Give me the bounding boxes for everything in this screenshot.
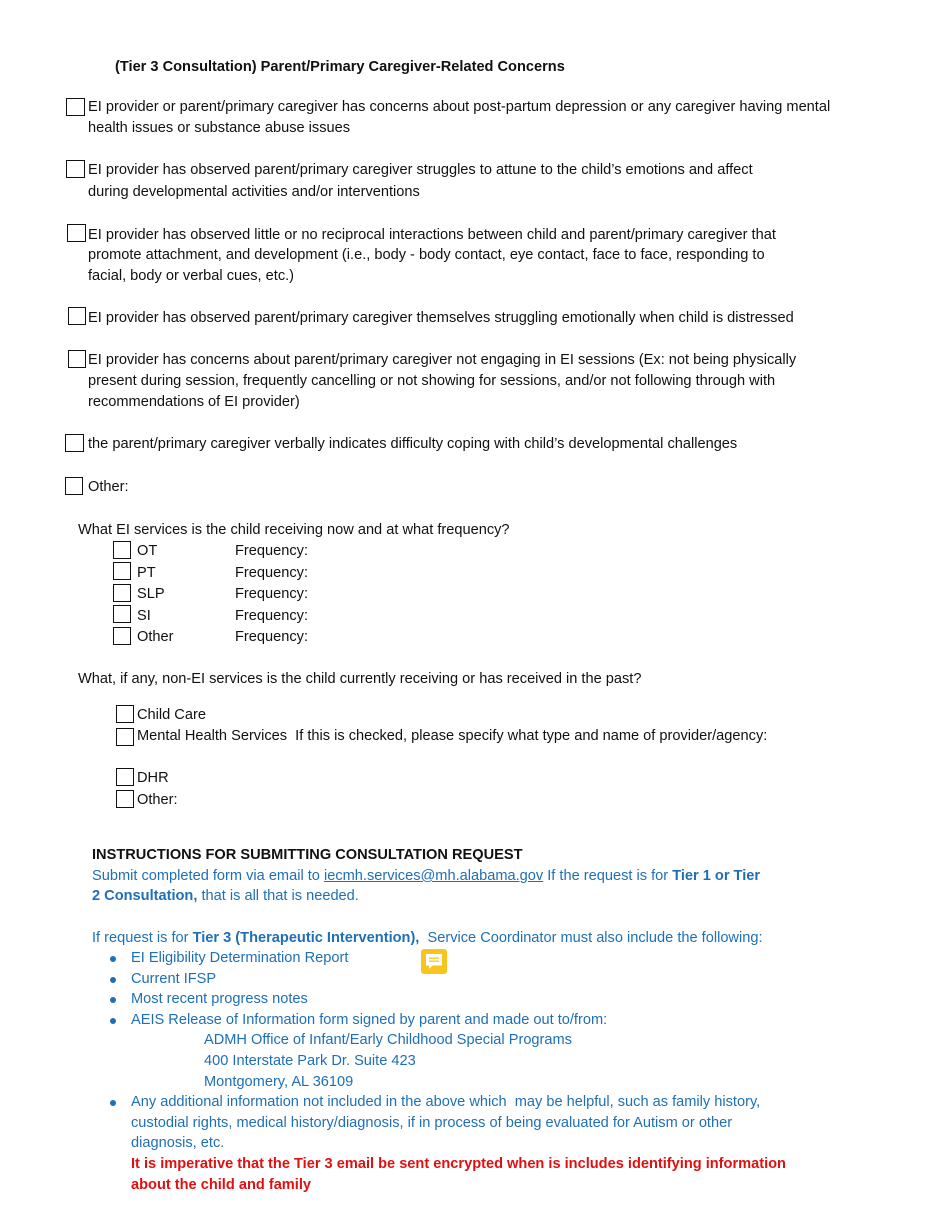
concern-text-3-line-1: EI provider has observed little or no reciprocal interactions between child and parent/primary caregiver that	[88, 227, 776, 243]
non-ei-checkbox-other[interactable]	[116, 790, 134, 808]
tier3-prefix: If request is for	[92, 930, 193, 946]
concern-checkbox-2[interactable]	[66, 160, 85, 178]
ei-service-label-other: Other	[137, 629, 174, 645]
encryption-warning-line-1: It is imperative that the Tier 3 email be sent encrypted when is includes identifying information	[131, 1156, 786, 1172]
submit-prefix: Submit completed form via email to	[92, 868, 320, 884]
submit-instructions-line-2	[92, 886, 359, 907]
non-ei-services-question: What, if any, non-EI services is the child currently receiving or has received in the past?	[78, 671, 642, 687]
ei-service-checkbox-ot[interactable]	[113, 541, 131, 559]
concern-text-3-line-3: facial, body or verbal cues, etc.)	[88, 268, 295, 284]
address-line-2: 400 Interstate Park Dr. Suite 423	[204, 1053, 416, 1069]
additional-info-line-3: diagnosis, etc.	[131, 1135, 225, 1151]
concern-text-2-line-2: during developmental activities and/or interventions	[88, 184, 420, 200]
non-ei-checkbox-dhr[interactable]	[116, 768, 134, 786]
address-line-1: ADMH Office of Infant/Early Childhood Special Programs	[204, 1032, 572, 1048]
tier12-bold-2: 2 Consultation,	[92, 888, 198, 904]
bullet-marker	[110, 1018, 116, 1024]
ei-service-frequency-other: Frequency:	[235, 629, 309, 645]
ei-service-label-si: SI	[137, 608, 151, 624]
concern-text-4-line-1: EI provider has observed parent/primary caregiver themselves struggling emotionally when child is distressed	[88, 310, 794, 326]
encryption-warning-line-2: about the child and family	[131, 1177, 312, 1193]
bullet-marker	[110, 997, 116, 1003]
submit-mid: If the request is for	[543, 868, 673, 884]
tier3-bold: Tier 3 (Therapeutic Intervention),	[192, 930, 420, 946]
non-ei-label-mental-health: Mental Health Services If this is checked, please specify what type and name of provider/agency:	[137, 728, 768, 744]
ei-service-frequency-ot: Frequency:	[235, 543, 309, 559]
bullet-eligibility: EI Eligibility Determination Report	[131, 950, 349, 966]
additional-info-line-1: Any additional information not included in the above which may be helpful, such as family history,	[131, 1094, 761, 1110]
concern-text-5-line-1: EI provider has concerns about parent/primary caregiver not engaging in EI sessions (Ex: not being physically	[88, 352, 797, 368]
ei-service-frequency-si: Frequency:	[235, 608, 309, 624]
non-ei-label-dhr: DHR	[137, 770, 169, 786]
tier3-suffix: Service Coordinator must also include the following:	[419, 930, 763, 946]
bullet-ifsp: Current IFSP	[131, 971, 217, 987]
tier3-instructions	[92, 928, 763, 949]
non-ei-checkbox-child-care[interactable]	[116, 705, 134, 723]
non-ei-checkbox-mental-health[interactable]	[116, 728, 134, 746]
concern-text-5-line-3: recommendations of EI provider)	[88, 394, 300, 410]
concern-text-1-line-1: EI provider or parent/primary caregiver has concerns about post-partum depression or any caregiver having mental	[88, 99, 831, 115]
non-ei-label-other: Other:	[137, 792, 178, 808]
bullet-marker	[110, 956, 116, 962]
ei-service-label-slp: SLP	[137, 586, 165, 602]
non-ei-label-child-care: Child Care	[137, 707, 206, 723]
instructions-title: INSTRUCTIONS FOR SUBMITTING CONSULTATION REQUEST	[92, 847, 523, 863]
concern-checkbox-6[interactable]	[65, 434, 84, 452]
concern-text-1-line-2: health issues or substance abuse issues	[88, 120, 351, 136]
concern-checkbox-3[interactable]	[67, 224, 86, 242]
submit-instructions-line-1	[92, 866, 760, 887]
ei-services-question: What EI services is the child receiving now and at what frequency?	[78, 522, 510, 538]
additional-info-line-2: custodial rights, medical history/diagnosis, if in process of being evaluated for Autism or other	[131, 1115, 733, 1131]
bullet-marker	[110, 977, 116, 983]
ei-service-checkbox-si[interactable]	[113, 605, 131, 623]
ei-service-checkbox-pt[interactable]	[113, 562, 131, 580]
submit-suffix: that is all that is needed.	[197, 888, 359, 904]
comment-note-icon[interactable]	[421, 949, 447, 974]
ei-service-label-ot: OT	[137, 543, 158, 559]
bullet-marker	[110, 1100, 116, 1106]
concern-text-3-line-2: promote attachment, and development (i.e., body - body contact, eye contact, face to face, responding to	[88, 247, 765, 263]
concern-text-2-line-1: EI provider has observed parent/primary caregiver struggles to attune to the child’s emotions and affect	[88, 162, 753, 178]
ei-service-frequency-pt: Frequency:	[235, 565, 309, 581]
concern-text-other: Other:	[88, 479, 129, 495]
bullet-release-form: AEIS Release of Information form signed by parent and made out to/from:	[131, 1012, 608, 1028]
ei-service-label-pt: PT	[137, 565, 156, 581]
concern-checkbox-other[interactable]	[65, 477, 83, 495]
concern-checkbox-4[interactable]	[68, 307, 86, 325]
ei-service-frequency-slp: Frequency:	[235, 586, 309, 602]
section-title: (Tier 3 Consultation) Parent/Primary Caregiver-Related Concerns	[115, 59, 565, 75]
ei-service-checkbox-other[interactable]	[113, 627, 131, 645]
bullet-progress-notes: Most recent progress notes	[131, 991, 308, 1007]
concern-checkbox-1[interactable]	[66, 98, 85, 116]
address-line-3: Montgomery, AL 36109	[204, 1074, 354, 1090]
tier12-bold: Tier 1 or Tier	[672, 868, 761, 884]
concern-text-6-line-1: the parent/primary caregiver verbally indicates difficulty coping with child’s developmental challenges	[88, 436, 738, 452]
concern-text-5-line-2: present during session, frequently cancelling or not showing for sessions, and/or not following through with	[88, 373, 776, 389]
concern-checkbox-5[interactable]	[68, 350, 86, 368]
email-link[interactable]: iecmh.services@mh.alabama.gov	[323, 868, 544, 884]
ei-service-checkbox-slp[interactable]	[113, 584, 131, 602]
